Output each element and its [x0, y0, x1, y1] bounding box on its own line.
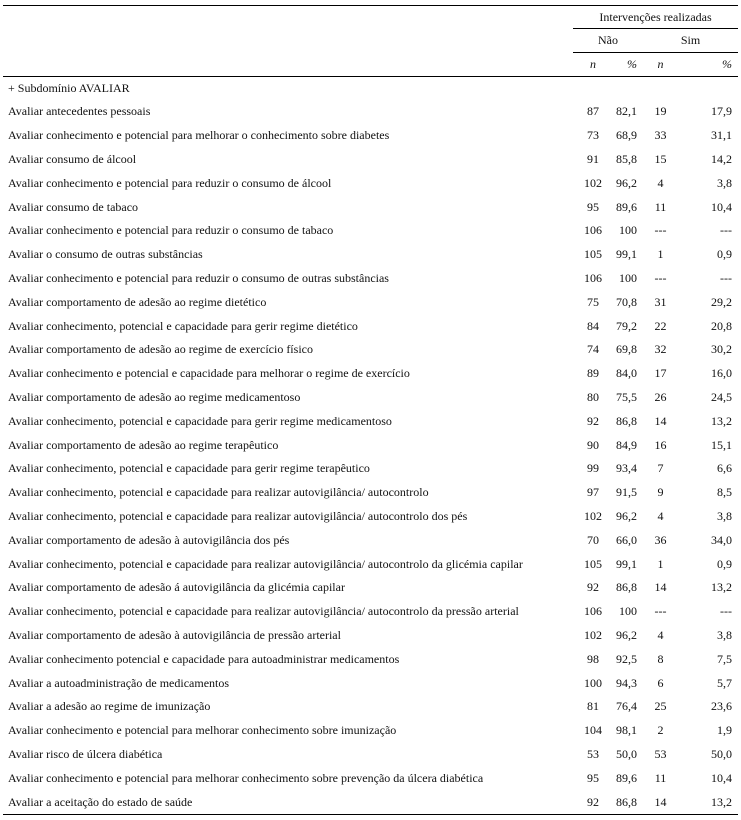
- header-n-sim: n: [643, 53, 678, 77]
- table-row: [3, 647, 738, 671]
- pct-sim-cell: 17,9: [711, 104, 733, 119]
- n-nao-cell: 98: [587, 651, 599, 666]
- pct-sim-cell: 20,8: [711, 318, 733, 333]
- row-label: Avaliar conhecimento e potencial para melhorar conhecimento sobre imunização: [8, 723, 397, 738]
- n-sim-cell: 11: [654, 199, 667, 214]
- table-row: [3, 338, 738, 362]
- pct-sim-cell: 3,8: [717, 508, 733, 523]
- n-nao-cell: 105: [584, 247, 602, 262]
- pct-sim-cell: 3,8: [717, 175, 733, 190]
- n-nao-cell: 75: [587, 294, 599, 309]
- n-sim-cell: 15: [654, 151, 667, 166]
- header-nao: Não: [573, 29, 643, 53]
- n-nao-cell: 106: [584, 223, 602, 238]
- n-sim-cell: 32: [654, 342, 667, 357]
- pct-nao-cell: 69,8: [616, 342, 637, 357]
- table-row: [3, 100, 738, 124]
- n-sim-cell: 4: [657, 175, 664, 190]
- row-label: Avaliar conhecimento e potencial para melhorar conhecimento sobre prevenção da úlcera diabética: [8, 770, 484, 785]
- row-label: Avaliar comportamento de adesão á autovigilância da glicémia capilar: [8, 580, 345, 595]
- pct-sim-cell: 0,9: [717, 556, 733, 571]
- n-sim-cell: 9: [657, 485, 664, 500]
- header-row-units: [3, 53, 738, 77]
- n-nao-cell: 95: [587, 770, 599, 785]
- header-pct-sim: %: [678, 53, 738, 77]
- row-label: Avaliar comportamento de adesão ao regime medicamentoso: [8, 389, 301, 404]
- header-n-nao: n: [573, 53, 613, 77]
- n-sim-cell: ---: [654, 270, 667, 285]
- n-nao-cell: 81: [587, 699, 599, 714]
- interventions-table: [3, 5, 738, 815]
- n-nao-cell: 74: [587, 342, 599, 357]
- row-label: Avaliar o consumo de outras substâncias: [8, 247, 203, 262]
- table-row: [3, 576, 738, 600]
- n-sim-cell: 14: [654, 580, 667, 595]
- n-nao-cell: 102: [584, 508, 602, 523]
- table-row: [3, 671, 738, 695]
- table-row: [3, 314, 738, 338]
- n-sim-cell: 4: [657, 508, 664, 523]
- n-sim-cell: 1: [657, 247, 664, 262]
- pct-nao-cell: 84,0: [616, 366, 637, 381]
- n-sim-cell: 33: [654, 128, 667, 143]
- n-sim-cell: 25: [654, 699, 667, 714]
- n-sim-cell: 6: [657, 675, 664, 690]
- n-sim-cell: 31: [654, 294, 667, 309]
- pct-nao-cell: 100: [619, 223, 637, 238]
- pct-sim-cell: ---: [720, 270, 733, 285]
- table-row: [3, 505, 738, 529]
- pct-nao-cell: 96,2: [616, 175, 637, 190]
- n-sim-cell: ---: [654, 223, 667, 238]
- row-label: Avaliar conhecimento, potencial e capacidade para gerir regime dietético: [8, 318, 358, 333]
- row-label: Avaliar conhecimento e potencial para reduzir o consumo de outras substâncias: [8, 270, 389, 285]
- table-row: [3, 148, 738, 172]
- pct-sim-cell: 24,5: [711, 389, 733, 404]
- n-sim-cell: 19: [654, 104, 667, 119]
- n-sim-cell: 26: [654, 389, 667, 404]
- pct-sim-cell: 13,2: [711, 580, 733, 595]
- table-row: [3, 362, 738, 386]
- table-row: [3, 124, 738, 148]
- row-label: Avaliar conhecimento e potencial para melhorar o conhecimento sobre diabetes: [8, 128, 390, 143]
- header-pct-nao: %: [613, 53, 643, 77]
- table-row: [3, 171, 738, 195]
- pct-nao-cell: 98,1: [616, 723, 637, 738]
- n-sim-cell: 2: [657, 723, 664, 738]
- pct-sim-cell: 7,5: [717, 651, 733, 666]
- n-sim-cell: 53: [654, 746, 667, 761]
- row-label: Avaliar comportamento de adesão ao regime dietético: [8, 294, 267, 309]
- row-label: Avaliar conhecimento, potencial e capacidade para realizar autovigilância/ autocontrolo: [8, 485, 429, 500]
- n-sim-cell: ---: [654, 604, 667, 619]
- n-sim-cell: 14: [654, 413, 667, 428]
- row-label: Avaliar conhecimento e potencial para reduzir o consumo de álcool: [8, 175, 332, 190]
- n-nao-cell: 84: [587, 318, 599, 333]
- pct-nao-cell: 89,6: [616, 770, 637, 785]
- row-label: Avaliar conhecimento, potencial e capacidade para gerir regime terapêutico: [8, 461, 370, 476]
- pct-sim-cell: 13,2: [711, 413, 733, 428]
- pct-nao-cell: 82,1: [616, 104, 637, 119]
- n-nao-cell: 95: [587, 199, 599, 214]
- row-label: Avaliar a aceitação do estado de saúde: [3, 790, 573, 814]
- pct-nao-cell: 100: [619, 270, 637, 285]
- pct-sim-cell: 14,2: [711, 151, 733, 166]
- pct-nao-cell: 86,8: [616, 413, 637, 428]
- table-row: [3, 290, 738, 314]
- pct-nao-cell: 96,2: [616, 508, 637, 523]
- n-nao-cell: 106: [584, 604, 602, 619]
- table-row: [3, 528, 738, 552]
- header-row-group: [3, 6, 738, 29]
- pct-nao-cell: 85,8: [616, 151, 637, 166]
- pct-nao-cell: 68,9: [616, 128, 637, 143]
- pct-sim-cell: 10,4: [711, 770, 733, 785]
- table-row: [3, 743, 738, 767]
- pct-nao-cell: 99,1: [616, 247, 637, 262]
- n-sim-cell: 17: [654, 366, 667, 381]
- n-sim-cell: 22: [654, 318, 667, 333]
- pct-sim-cell: 8,5: [717, 485, 733, 500]
- n-nao-cell: 80: [587, 389, 599, 404]
- n-nao-cell: 73: [587, 128, 599, 143]
- pct-sim-cell: 16,0: [711, 366, 733, 381]
- row-label: Avaliar conhecimento, potencial e capacidade para gerir regime medicamentoso: [8, 413, 392, 428]
- n-sim-cell: 7: [657, 461, 664, 476]
- table-row: [3, 433, 738, 457]
- table-row: [3, 766, 738, 790]
- n-nao-cell: 70: [587, 532, 599, 547]
- pct-nao-cell: 94,3: [616, 675, 637, 690]
- table-row: [3, 386, 738, 410]
- pct-nao-cell: 86,8: [616, 580, 637, 595]
- table-row: [3, 243, 738, 267]
- pct-nao-cell: 76,4: [616, 699, 637, 714]
- pct-nao-cell: 92,5: [616, 651, 637, 666]
- n-sim-cell: 1: [657, 556, 664, 571]
- row-label: Avaliar a adesão ao regime de imunização: [8, 699, 211, 714]
- pct-sim-cell: ---: [720, 604, 733, 619]
- n-nao-cell: 92: [573, 790, 613, 814]
- n-nao-cell: 104: [584, 723, 602, 738]
- section-row: [3, 77, 738, 101]
- pct-nao-cell: 79,2: [616, 318, 637, 333]
- pct-nao-cell: 66,0: [616, 532, 637, 547]
- header-group-title: Intervenções realizadas: [573, 6, 738, 29]
- n-nao-cell: 106: [584, 270, 602, 285]
- pct-sim-cell: 10,4: [711, 199, 733, 214]
- pct-nao-cell: 70,8: [616, 294, 637, 309]
- n-nao-cell: 87: [587, 104, 599, 119]
- row-label: Avaliar consumo de tabaco: [8, 199, 139, 214]
- pct-nao-cell: 91,5: [616, 485, 637, 500]
- pct-sim-cell: 3,8: [717, 627, 733, 642]
- pct-sim-cell: 34,0: [711, 532, 733, 547]
- n-nao-cell: 92: [587, 580, 599, 595]
- n-sim-cell: 11: [654, 770, 667, 785]
- table-row: [3, 195, 738, 219]
- pct-nao-cell: 99,1: [616, 556, 637, 571]
- pct-sim-cell: 23,6: [711, 699, 733, 714]
- pct-nao-cell: 86,8: [613, 790, 643, 814]
- n-sim-cell: 36: [654, 532, 667, 547]
- table-row: [3, 719, 738, 743]
- pct-sim-cell: 0,9: [717, 247, 733, 262]
- table-row: [3, 600, 738, 624]
- n-nao-cell: 92: [587, 413, 599, 428]
- row-label: Avaliar consumo de álcool: [8, 151, 137, 166]
- row-label: Avaliar conhecimento e potencial e capacidade para melhorar o regime de exercício: [8, 366, 410, 381]
- table-row: [3, 457, 738, 481]
- row-label: Avaliar comportamento de adesão à autovigilância de pressão arterial: [8, 627, 341, 642]
- table-row: [3, 481, 738, 505]
- row-label: Avaliar conhecimento e potencial para reduzir o consumo de tabaco: [8, 223, 334, 238]
- pct-sim-cell: 29,2: [711, 294, 733, 309]
- n-nao-cell: 105: [584, 556, 602, 571]
- pct-nao-cell: 75,5: [616, 389, 637, 404]
- header-row-categories: [3, 29, 738, 53]
- n-sim-cell: 4: [657, 627, 664, 642]
- row-label: Avaliar antecedentes pessoais: [8, 104, 151, 119]
- n-nao-cell: 100: [584, 675, 602, 690]
- row-label: Avaliar conhecimento, potencial e capacidade para realizar autovigilância/ autocontrolo da glicémia capilar: [8, 556, 523, 571]
- table-row: [3, 695, 738, 719]
- pct-sim-cell: 13,2: [678, 790, 738, 814]
- table-row: [3, 624, 738, 648]
- row-label: Avaliar comportamento de adesão ao regime de exercício físico: [8, 342, 313, 357]
- row-label: Avaliar comportamento de adesão à autovigilância dos pés: [8, 532, 290, 547]
- row-label: Avaliar conhecimento, potencial e capacidade para realizar autovigilância/ autocontrolo dos pés: [8, 508, 468, 523]
- pct-nao-cell: 93,4: [616, 461, 637, 476]
- pct-sim-cell: 50,0: [711, 746, 733, 761]
- pct-nao-cell: 89,6: [616, 199, 637, 214]
- table-row: [3, 219, 738, 243]
- pct-sim-cell: 31,1: [711, 128, 733, 143]
- pct-nao-cell: 50,0: [616, 746, 637, 761]
- n-sim-cell: 14: [643, 790, 678, 814]
- n-nao-cell: 99: [587, 461, 599, 476]
- n-nao-cell: 91: [587, 151, 599, 166]
- n-nao-cell: 89: [587, 366, 599, 381]
- n-sim-cell: 16: [654, 437, 667, 452]
- pct-sim-cell: 30,2: [711, 342, 733, 357]
- pct-sim-cell: 6,6: [717, 461, 733, 476]
- row-label: Avaliar risco de úlcera diabética: [8, 746, 163, 761]
- n-nao-cell: 90: [587, 437, 599, 452]
- n-nao-cell: 53: [587, 746, 599, 761]
- n-nao-cell: 102: [584, 175, 602, 190]
- header-sim: Sim: [643, 29, 738, 53]
- row-label: Avaliar conhecimento potencial e capacidade para autoadministrar medicamentos: [8, 651, 400, 666]
- row-label: Avaliar conhecimento, potencial e capacidade para realizar autovigilância/ autocontrolo da pressão arterial: [8, 604, 519, 619]
- row-label: Avaliar comportamento de adesão ao regime terapêutico: [8, 437, 279, 452]
- n-nao-cell: 97: [587, 485, 599, 500]
- row-label: Avaliar a autoadministração de medicamentos: [8, 675, 230, 690]
- pct-nao-cell: 84,9: [616, 437, 637, 452]
- pct-sim-cell: 5,7: [717, 675, 733, 690]
- pct-nao-cell: 96,2: [616, 627, 637, 642]
- section-label: + Subdomínio AVALIAR: [8, 81, 130, 95]
- pct-sim-cell: ---: [720, 223, 733, 238]
- pct-sim-cell: 15,1: [711, 437, 733, 452]
- table-row: [3, 790, 738, 814]
- pct-nao-cell: 100: [619, 604, 637, 619]
- table-row: [3, 409, 738, 433]
- n-nao-cell: 102: [584, 627, 602, 642]
- table-row: [3, 267, 738, 291]
- table-row: [3, 552, 738, 576]
- pct-sim-cell: 1,9: [717, 723, 733, 738]
- n-sim-cell: 8: [657, 651, 664, 666]
